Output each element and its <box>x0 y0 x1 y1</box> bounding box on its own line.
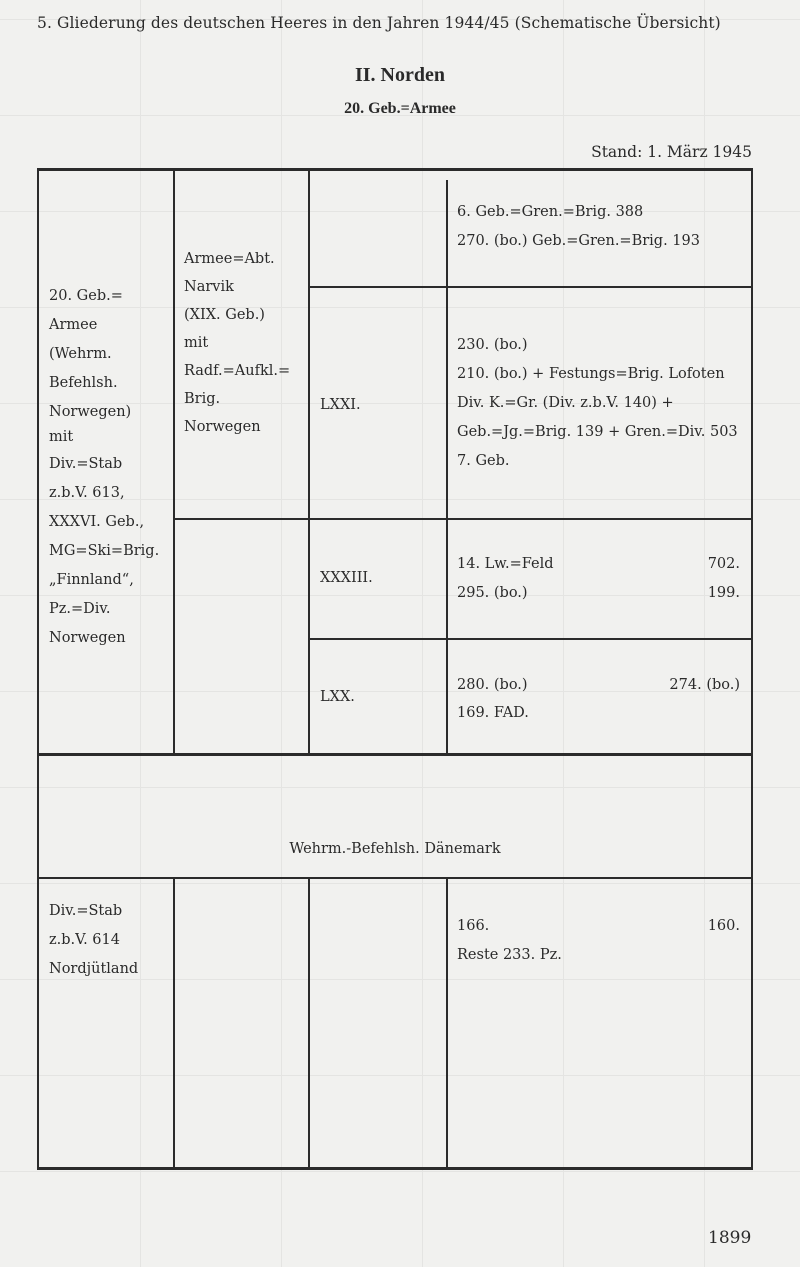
col-divider-1-lower <box>173 878 175 1168</box>
division-entry: 270. (bo.) Geb.=Gren.=Brig. 193 <box>457 233 700 249</box>
army-line: MG=Ski=Brig. <box>49 543 160 559</box>
division-entry: 7. Geb. <box>457 453 510 469</box>
page-caption: 5. Gliederung des deutschen Heeres in den Jahren 1944/45 (Schematische Übersicht) <box>37 14 721 32</box>
division-entry: 210. (bo.) + Festungs=Brig. Lofoten <box>457 366 725 382</box>
corps-label: XXXIII. <box>320 570 373 586</box>
division-entry: Div. K.=Gr. (Div. z.b.V. 140) + <box>457 395 674 411</box>
army-line: 20. Geb.= <box>49 288 123 304</box>
armee-abt-line: Norwegen <box>184 419 261 435</box>
table-bottom-border <box>37 1167 753 1170</box>
corps-label: LXXI. <box>320 397 361 413</box>
col-divider-1 <box>173 168 175 753</box>
division-entry: 169. FAD. <box>457 705 529 721</box>
denmark-command-header: Wehrm.-Befehlsh. Dänemark <box>289 841 501 857</box>
army-line: Norwegen) <box>49 404 132 420</box>
army-line: Norwegen <box>49 630 126 646</box>
table-top-border <box>37 168 753 171</box>
col-divider-2-lower <box>308 878 310 1168</box>
division-entry: 280. (bo.) <box>457 677 528 693</box>
row-divider-lxxi <box>175 518 751 520</box>
army-line: XXXVI. Geb., <box>49 514 145 530</box>
corps-label: LXX. <box>320 689 355 705</box>
row-divider-xxxiii <box>310 638 751 640</box>
armee-abt-line: (XIX. Geb.) <box>184 307 265 323</box>
denmark-command-line: z.b.V. 614 <box>49 932 120 948</box>
division-entry: 274. (bo.) <box>669 677 740 693</box>
division-entry: 702. <box>707 556 740 572</box>
row-divider-denmark <box>39 877 751 879</box>
army-line: Pz.=Div. <box>49 601 111 617</box>
row-divider-direct <box>310 286 751 288</box>
col-divider-2 <box>308 168 310 753</box>
army-line: z.b.V. 613, <box>49 485 125 501</box>
army-line: Befehlsh. <box>49 375 118 391</box>
army-title: 20. Geb.=Armee <box>344 100 456 117</box>
army-line: mit <box>49 429 74 445</box>
division-entry: Reste 233. Pz. <box>457 947 562 963</box>
armee-abt-line: mit <box>184 335 209 351</box>
table-left-border <box>37 168 39 1169</box>
army-line: „Finnland“, <box>49 572 134 588</box>
army-line: Armee <box>49 317 98 333</box>
section-title: II. Norden <box>354 64 445 86</box>
division-entry: 166. <box>457 918 490 934</box>
army-line: (Wehrm. <box>49 346 112 362</box>
division-entry: 160. <box>707 918 740 934</box>
army-line: Div.=Stab <box>49 456 123 472</box>
division-entry: 199. <box>707 585 740 601</box>
division-entry: 6. Geb.=Gren.=Brig. 388 <box>457 204 644 220</box>
armee-abt-line: Radf.=Aufkl.= <box>184 363 291 379</box>
status-date: Stand: 1. März 1945 <box>591 143 752 161</box>
col-divider-3-lower <box>446 878 448 1168</box>
armee-abt-line: Narvik <box>184 279 234 295</box>
division-entry: 295. (bo.) <box>457 585 528 601</box>
armee-abt-line: Brig. <box>184 391 221 407</box>
col-divider-3 <box>446 180 448 753</box>
denmark-command-line: Nordjütland <box>49 961 139 977</box>
denmark-command-line: Div.=Stab <box>49 903 123 919</box>
division-entry: 230. (bo.) <box>457 337 528 353</box>
row-divider-upper-end <box>39 753 751 756</box>
table-right-border <box>751 168 753 1169</box>
division-entry: Geb.=Jg.=Brig. 139 + Gren.=Div. 503 <box>457 424 738 440</box>
division-entry: 14. Lw.=Feld <box>457 556 554 572</box>
armee-abt-line: Armee=Abt. <box>184 251 275 267</box>
page-number: 1899 <box>708 1228 752 1248</box>
